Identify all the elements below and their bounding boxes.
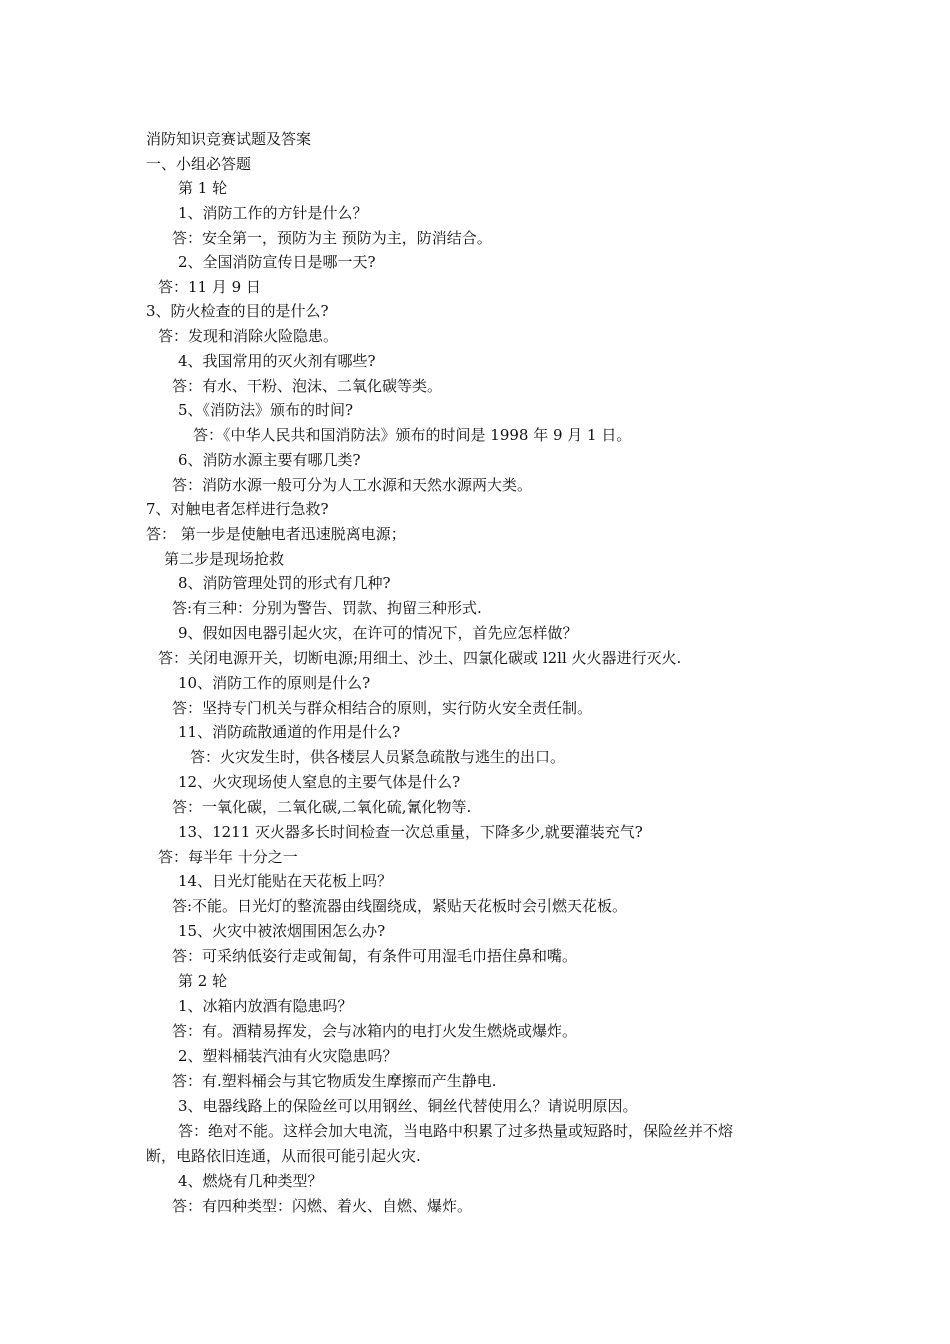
answer-line: 答：安全第一，预防为主 预防为主，防消结合。 bbox=[172, 229, 492, 247]
answer-line: 答：每半年 十分之一 bbox=[158, 848, 298, 866]
answer-line: 答：可采纳低姿行走或匍匐，有条件可用湿毛巾捂住鼻和嘴。 bbox=[172, 947, 578, 965]
answer-line: 答：有。酒精易挥发，会与冰箱内的电打火发生燃烧或爆炸。 bbox=[172, 1022, 578, 1040]
section-heading: 一、小组必答题 bbox=[146, 155, 252, 173]
question-line: 4、我国常用的灭火剂有哪些? bbox=[178, 352, 376, 370]
answer-line: 答:有三种：分别为警告、罚款、拘留三种形式. bbox=[172, 599, 482, 617]
answer-line-continuation: 断，电路依旧连通，从而很可能引起火灾. bbox=[146, 1147, 421, 1165]
question-line: 2、全国消防宣传日是哪一天? bbox=[178, 253, 376, 271]
answer-line: 答：一氧化碳，二氧化碳,二氧化硫,氰化物等. bbox=[172, 798, 472, 816]
question-line: 5、《消防法》颁布的时间? bbox=[178, 401, 354, 419]
question-line: 15、火灾中被浓烟围困怎么办? bbox=[178, 922, 386, 940]
question-line: 12、火灾现场使人窒息的主要气体是什么? bbox=[178, 773, 461, 791]
question-line: 8、消防管理处罚的形式有几种? bbox=[178, 574, 391, 592]
question-line: 10、消防工作的原则是什么? bbox=[178, 674, 371, 692]
round-heading: 第 2 轮 bbox=[178, 972, 228, 990]
question-line: 4、燃烧有几种类型？ bbox=[178, 1172, 323, 1190]
question-line: 14、日光灯能贴在天花板上吗？ bbox=[178, 872, 393, 890]
answer-line: 答：坚持专门机关与群众相结合的原则，实行防火安全责任制。 bbox=[172, 699, 593, 717]
question-line: 13、1211 灭火器多长时间检查一次总重量，下降多少,就要灌装充气? bbox=[178, 823, 643, 841]
answer-line: 答：绝对不能。这样会加大电流，当电路中积累了过多热量或短路时，保险丝并不熔 bbox=[178, 1122, 734, 1140]
answer-line: 答：有.塑料桶会与其它物质发生摩擦而产生静电. bbox=[172, 1072, 497, 1090]
answer-line: 答：发现和消除火险隐患。 bbox=[158, 327, 339, 345]
question-line: 7、对触电者怎样进行急救? bbox=[146, 500, 329, 518]
question-line: 6、消防水源主要有哪几类? bbox=[178, 451, 361, 469]
answer-line: 答： 第一步是使触电者迅速脱离电源； bbox=[146, 525, 406, 543]
question-line: 11、消防疏散通道的作用是什么? bbox=[178, 723, 401, 741]
document-title: 消防知识竞赛试题及答案 bbox=[146, 130, 312, 148]
answer-line: 答：11 月 9 日 bbox=[158, 278, 261, 296]
answer-line: 答：关闭电源开关，切断电源;用细土、沙土、四氯化碳或 l2ll 火火器进行灭火. bbox=[158, 649, 682, 667]
answer-line: 第二步是现场抢救 bbox=[164, 550, 285, 568]
question-line: 3、电器线路上的保险丝可以用钢丝、铜丝代替使用么？请说明原因。 bbox=[178, 1097, 638, 1115]
answer-line: 答：火灾发生时，供各楼层人员紧急疏散与逃生的出口。 bbox=[190, 748, 566, 766]
question-line: 2、塑料桶装汽油有火灾隐患吗？ bbox=[178, 1047, 398, 1065]
question-line: 1、冰箱内放酒有隐患吗？ bbox=[178, 997, 353, 1015]
answer-line: 答：有四种类型：闪燃、着火、自燃、爆炸。 bbox=[172, 1197, 473, 1215]
answer-line: 答：《中华人民共和国消防法》颁布的时间是 1998 年 9 月 1 日。 bbox=[193, 426, 632, 444]
answer-line: 答:不能。日光灯的整流器由线圈绕成，紧贴天花板时会引燃天花板。 bbox=[172, 897, 628, 915]
question-line: 3、防火检查的目的是什么? bbox=[146, 302, 329, 320]
answer-line: 答：有水、干粉、泡沫、二氧化碳等类。 bbox=[172, 377, 443, 395]
question-line: 1、消防工作的方针是什么？ bbox=[178, 204, 368, 222]
answer-line: 答：消防水源一般可分为人工水源和天然水源两大类。 bbox=[172, 476, 533, 494]
round-heading: 第 1 轮 bbox=[178, 179, 228, 197]
question-line: 9、假如因电器引起火灾，在许可的情况下，首先应怎样做？ bbox=[178, 624, 578, 642]
